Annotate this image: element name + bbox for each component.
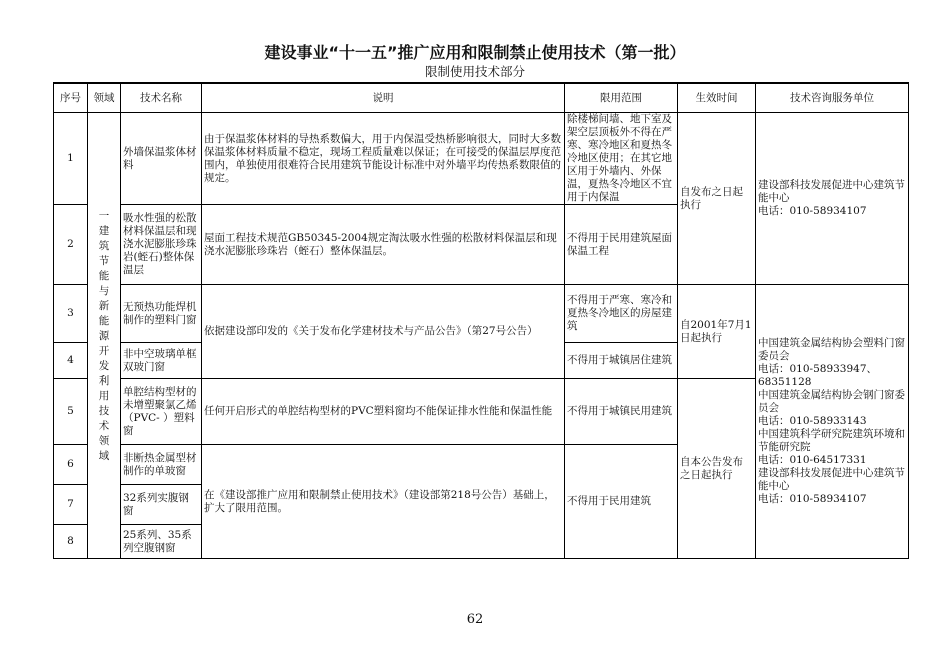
row-effective: 自本公告发布之日起执行: [678, 379, 756, 559]
row-scope: 除楼梯间墙、地下室及架空层顶板外不得在严寒、寒冷地区和夏热冬冷地区使用；在其它地区用于外墙内、外保温，夏热冬冷地区不宜用于内保温: [565, 113, 678, 205]
table-header-row: [54, 83, 909, 113]
row-consult: 中国建筑金属结构协会塑料门窗委员会 电话：010-58933947、68351128 中国建筑金属结构协会钢门窗委员会 电话：010-58933143 中国建筑科学研究院建筑环境和节能研究院 电话：010-64517331 建设部科技发展促进中心建筑节能中心 电话：010-58934107: [756, 285, 909, 559]
row-scope: 不得用于严寒、寒冷和夏热冬冷地区的房屋建筑: [565, 285, 678, 343]
row-tech-name: 单腔结构型材的未增塑聚氯乙烯（PVC- ）塑料窗: [121, 379, 202, 445]
row-tech-name: 非中空玻璃单框双玻门窗: [121, 343, 202, 379]
row-no: 6: [54, 445, 88, 485]
row-description: 任何开启形式的单腔结构型材的PVC塑料窗均不能保证排水性能和保温性能: [202, 379, 565, 445]
row-scope: 不得用于城镇民用建筑: [565, 379, 678, 445]
row-tech-name: 吸水性强的松散材料保温层和现浇水泥膨胀珍珠岩(蛭石)整体保温层: [121, 205, 202, 285]
row-no: 4: [54, 343, 88, 379]
row-scope: 不得用于城镇居住建筑: [565, 343, 678, 379]
row-tech-name: 外墙保温浆体材料: [121, 113, 202, 205]
row-scope: 不得用于民用建筑屋面保温工程: [565, 205, 678, 285]
row-tech-name: 32系列实腹钢窗: [121, 485, 202, 525]
row-no: 5: [54, 379, 88, 445]
document-title: 建设事业“十一五”推广应用和限制禁止使用技术（第一批）: [264, 43, 686, 62]
header-consult: 技术咨询服务单位: [756, 83, 909, 113]
header-domain: 领域: [88, 83, 121, 113]
row-effective: 自2001年7月1日起执行: [678, 285, 756, 379]
row-description: 屋面工程技术规范GB50345-2004规定淘汰吸水性强的松散材料保温层和现浇水泥膨胀珍珠岩（蛭石）整体保温层。: [202, 205, 565, 285]
row-no: 1: [54, 113, 88, 205]
table-row: [54, 113, 909, 205]
row-tech-name: 无预热功能焊机制作的塑料门窗: [121, 285, 202, 343]
row-no: 8: [54, 525, 88, 559]
row-description: 由于保温浆体材料的导热系数偏大，用于内保温受热桥影响很大，同时大多数保温浆体材料质量不稳定，现场工程质量难以保证；在可接受的保温层厚度范围内，单独使用很难符合民用建筑节能设计标准中对外墙平均传热系数限值的规定。: [202, 113, 565, 205]
row-description: 依据建设部印发的《关于发布化学建材技术与产品公告》（第27号公告）: [202, 285, 565, 379]
header-scope: 限用范围: [565, 83, 678, 113]
header-tech-name: 技术名称: [121, 83, 202, 113]
header-no: 序号: [54, 83, 88, 113]
row-scope: 不得用于民用建筑: [565, 445, 678, 559]
header-description: 说明: [202, 83, 565, 113]
row-no: 3: [54, 285, 88, 343]
row-description: 在《建设部推广应用和限制禁止使用技术》（建设部第218号公告）基础上，扩大了限用范围。: [202, 445, 565, 559]
header-effective: 生效时间: [678, 83, 756, 113]
page-number: 62: [466, 612, 484, 627]
row-tech-name: 非断热金属型材制作的单玻窗: [121, 445, 202, 485]
restricted-tech-table: [53, 82, 909, 559]
row-effective: 自发布之日起执行: [678, 113, 756, 285]
row-tech-name: 25系列、35系列空腹钢窗: [121, 525, 202, 559]
row-no: 7: [54, 485, 88, 525]
document-subtitle: 限制使用技术部分: [424, 64, 525, 79]
table-row: [54, 285, 909, 343]
row-consult: 建设部科技发展促进中心建筑节能中心 电话：010-58934107: [756, 113, 909, 285]
domain-cell: 一 建 筑 节 能 与 新 能 源 开 发 利 用 技 术 领 域: [88, 113, 121, 559]
row-no: 2: [54, 205, 88, 285]
